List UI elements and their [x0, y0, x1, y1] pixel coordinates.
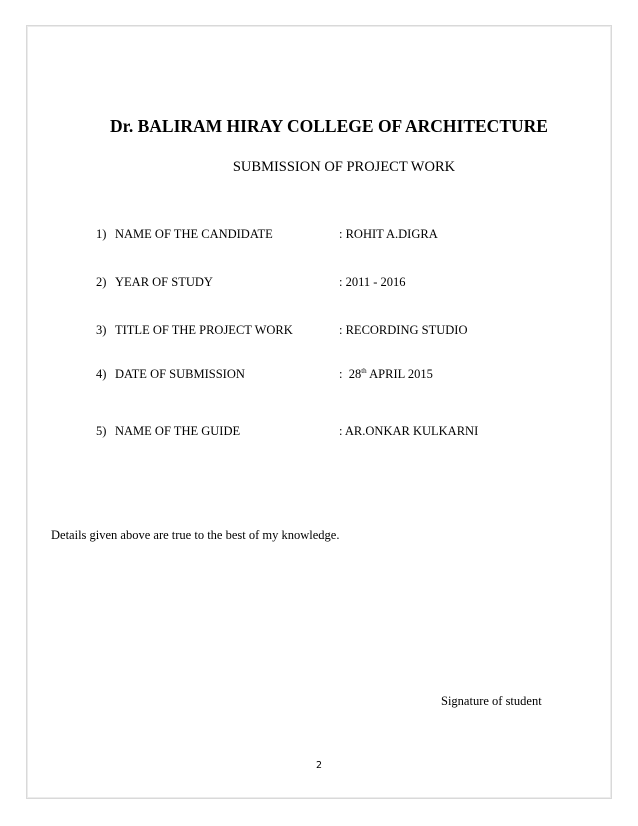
field-label: DATE OF SUBMISSION [115, 367, 245, 381]
field-value [339, 367, 433, 382]
field-value: : 2011 - 2016 [339, 275, 406, 289]
page-border [26, 25, 612, 799]
field-value: : ROHIT A.DIGRA [339, 227, 438, 241]
field-row-year-of-study [96, 275, 406, 290]
date-value-suffix: APRIL 2015 [366, 367, 433, 381]
field-number: 5) [96, 424, 107, 438]
field-number: 1) [96, 227, 107, 241]
field-label: NAME OF THE CANDIDATE [115, 227, 273, 241]
field-value: : AR.ONKAR KULKARNI [339, 424, 479, 438]
field-label: TITLE OF THE PROJECT WORK [115, 323, 293, 337]
document-subtitle-text: SUBMISSION OF PROJECT WORK [232, 159, 456, 175]
signature-label: Signature of student [441, 694, 542, 708]
date-value-prefix: : 28 [339, 367, 362, 381]
field-row-guide-name [96, 424, 479, 439]
field-row-submission-date [96, 367, 433, 382]
field-number: 4) [96, 367, 107, 381]
field-row-candidate-name [96, 227, 438, 242]
field-value: : RECORDING STUDIO [339, 323, 468, 337]
declaration-statement: Details given above are true to the best of my knowledge. [51, 528, 340, 542]
field-label: NAME OF THE GUIDE [115, 424, 241, 438]
field-number: 2) [96, 275, 107, 289]
page-number: 2 [315, 760, 323, 771]
document-subtitle [0, 159, 638, 176]
field-number: 3) [96, 323, 107, 337]
field-label: YEAR OF STUDY [115, 275, 213, 289]
college-title-text: Dr. BALIRAM HIRAY COLLEGE OF ARCHITECTURE [110, 116, 548, 136]
college-title [0, 116, 638, 137]
date-ordinal-suffix: th [361, 367, 367, 375]
field-row-project-title [96, 323, 468, 338]
